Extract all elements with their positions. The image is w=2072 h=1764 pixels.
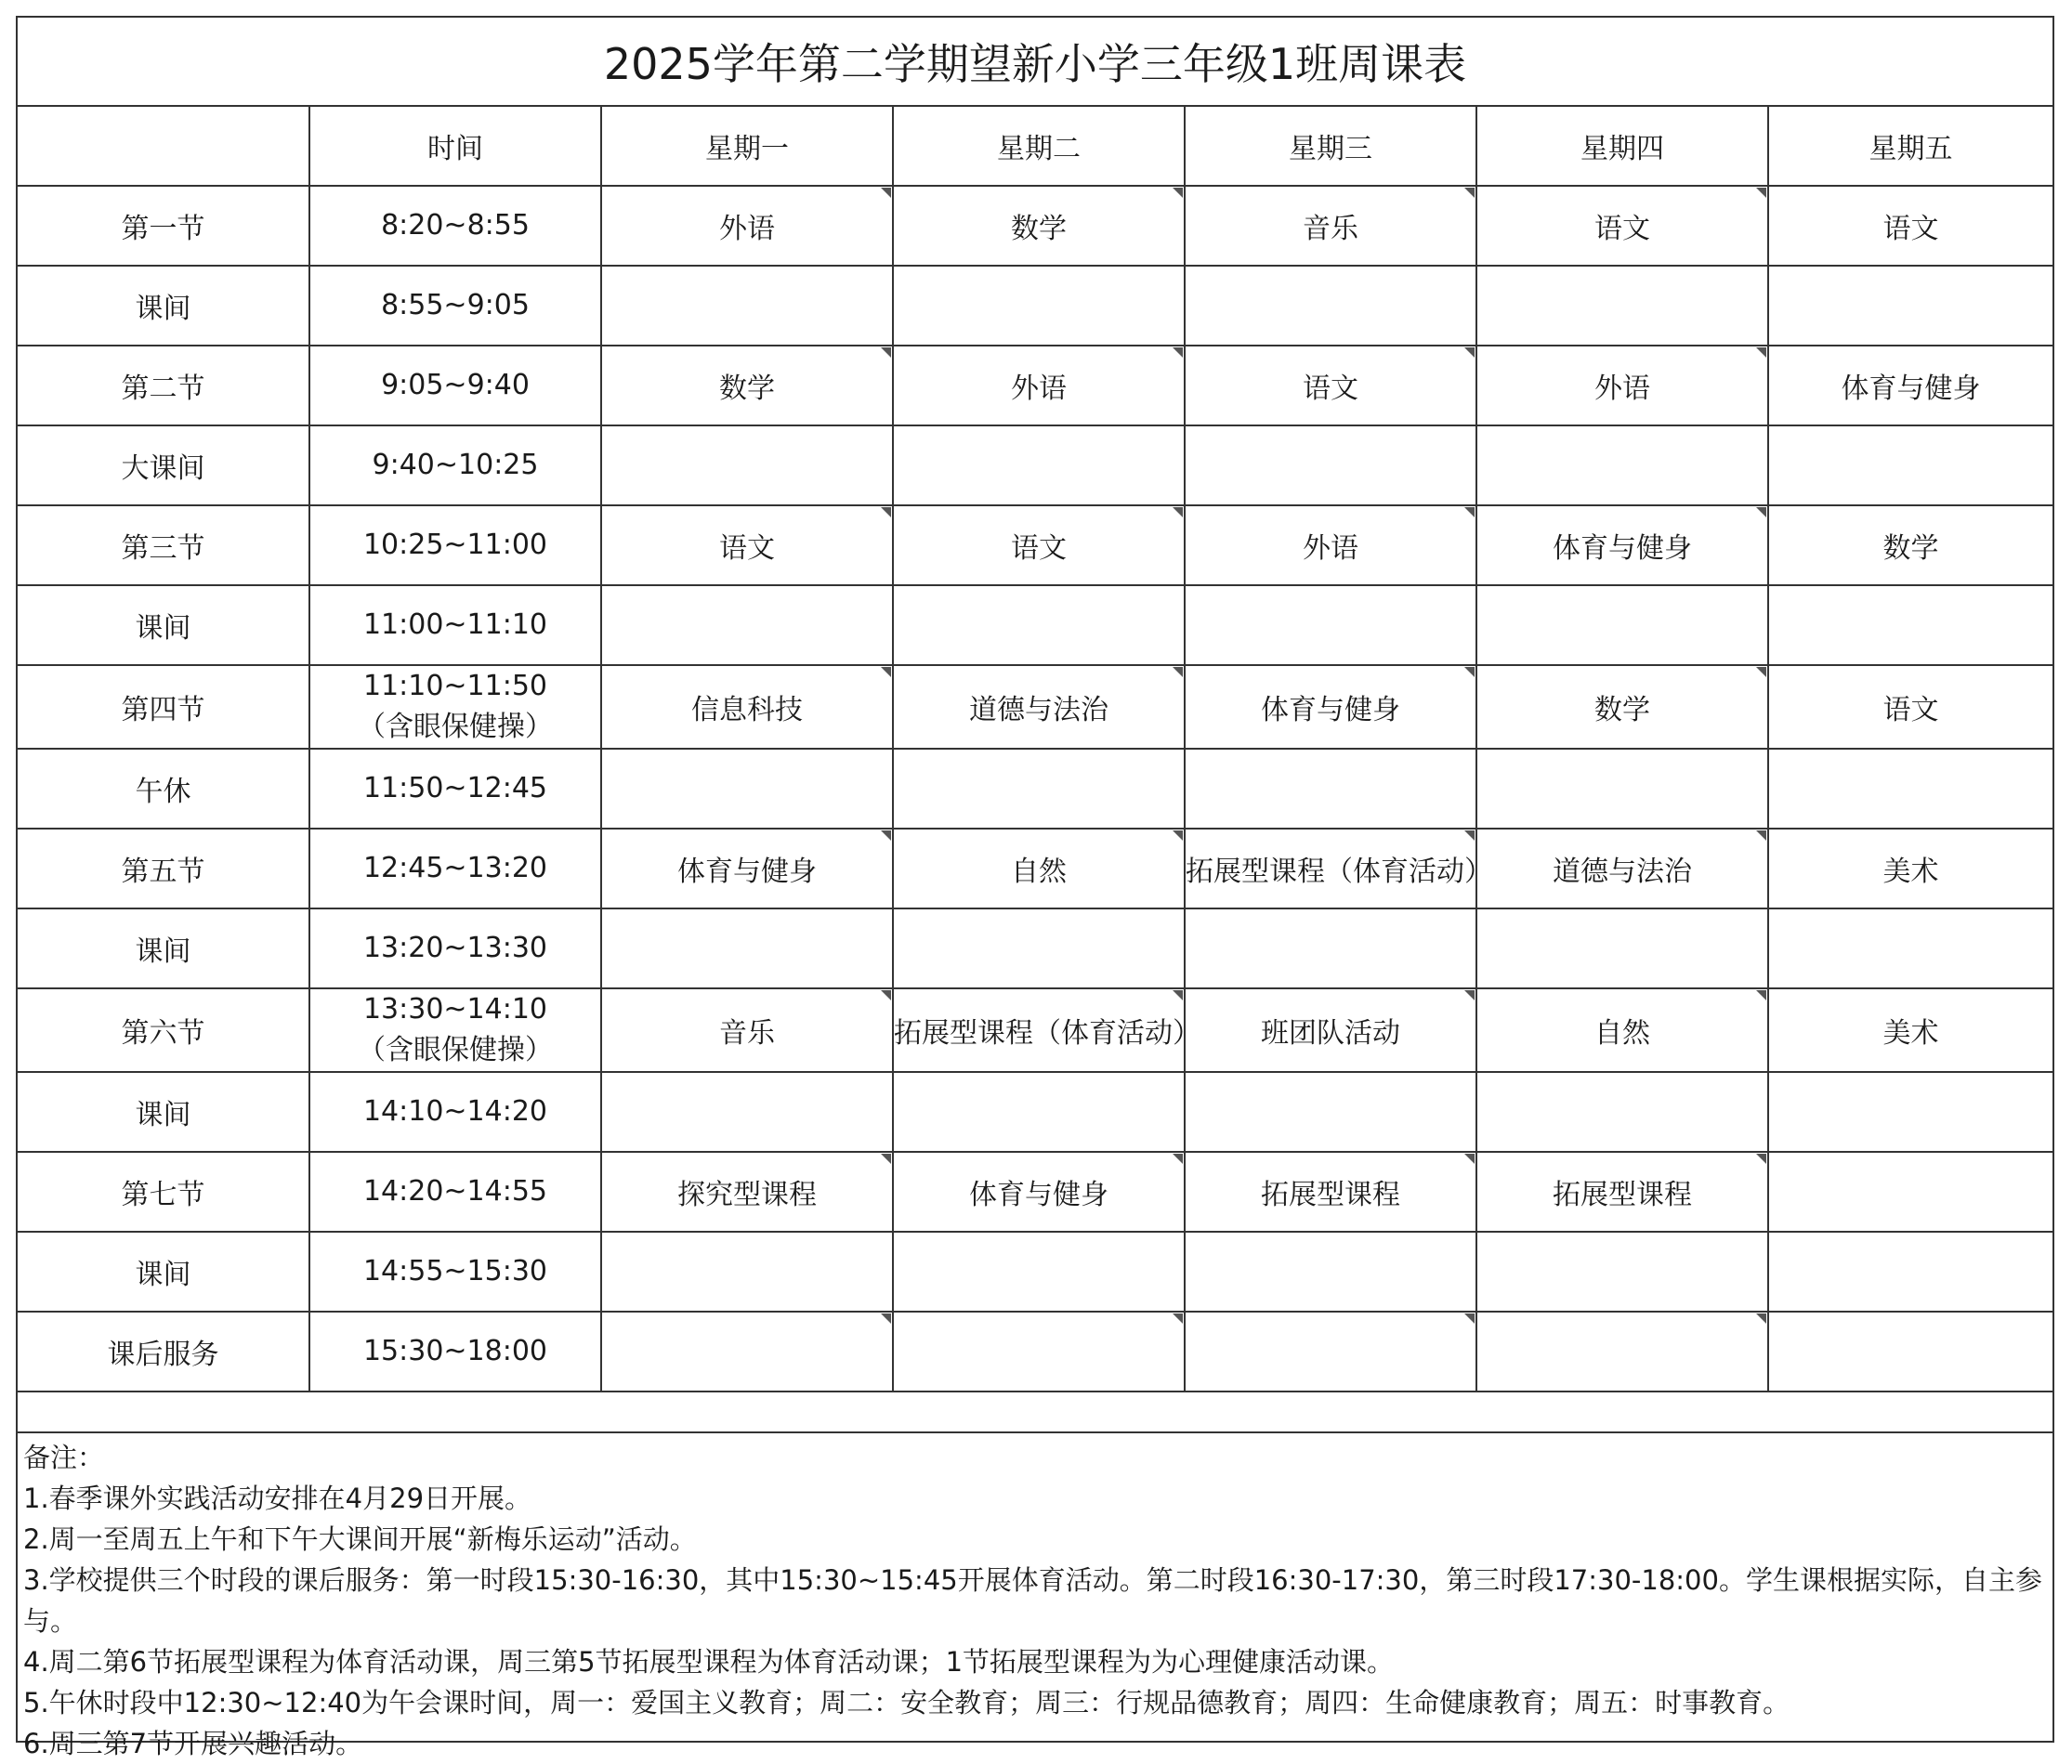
subject-cell — [893, 425, 1185, 505]
subject-cell — [1185, 1312, 1476, 1392]
period-time-cell — [309, 908, 601, 988]
subject-cell — [601, 908, 893, 988]
subject-cell — [1768, 1312, 2052, 1392]
subject-cell — [893, 908, 1185, 988]
header-day-cell: 星期二 — [893, 107, 1185, 186]
subject-cell: 数学 — [601, 346, 893, 425]
subject-cell — [1476, 585, 1768, 665]
subject-cell — [1476, 1072, 1768, 1152]
subject-cell: 语文 — [1768, 665, 2052, 749]
time-text: 11:00~11:10 — [362, 608, 548, 641]
time-text: 13:20~13:30 — [362, 932, 548, 964]
table-row — [18, 988, 2052, 1072]
period-time-cell — [309, 266, 601, 346]
table-row — [18, 1312, 2052, 1392]
table-row — [18, 186, 2052, 266]
subject-cell — [601, 585, 893, 665]
header-day-cell: 星期一 — [601, 107, 893, 186]
subject-cell: 班团队活动 — [1185, 988, 1476, 1072]
table-row — [18, 749, 2052, 829]
table-row — [18, 585, 2052, 665]
remark-item: 3.学校提供三个时段的课后服务：第一时段15:30-16:30，其中15:30~15:45开展体育活动。第二时段16:30-17:30，第三时段17:30-18:00。学生课根据实际，自主参与。 — [23, 1564, 2042, 1637]
period-time-cell — [309, 829, 601, 908]
time-text: 11:10~11:50 — [362, 670, 548, 702]
subject-cell — [1185, 585, 1476, 665]
subject-cell: 数学 — [893, 186, 1185, 266]
subject-cell: 体育与健身 — [601, 829, 893, 908]
subject-cell: 体育与健身 — [1476, 505, 1768, 585]
period-time-cell — [309, 665, 601, 749]
time-text: 14:10~14:20 — [362, 1095, 548, 1128]
subject-cell: 拓展型课程（体育活动） — [893, 988, 1185, 1072]
subject-cell — [601, 266, 893, 346]
subject-cell — [1476, 1312, 1768, 1392]
period-label-cell: 课后服务 — [18, 1312, 309, 1392]
subject-cell: 外语 — [893, 346, 1185, 425]
subject-cell: 信息科技 — [601, 665, 893, 749]
time-text: 11:50~12:45 — [362, 772, 548, 804]
page-title: 2025学年第二学期望新小学三年级1班周课表 — [18, 18, 2052, 107]
subject-cell — [601, 1072, 893, 1152]
header-time-cell: 时间 — [309, 107, 601, 186]
remark-item: 6.周三第7节开展兴趣活动。 — [23, 1728, 363, 1759]
time-text: 9:05~9:40 — [381, 369, 530, 401]
time-text: 8:20~8:55 — [381, 209, 530, 242]
table-row — [18, 1232, 2052, 1312]
subject-cell: 美术 — [1768, 829, 2052, 908]
subject-cell — [601, 749, 893, 829]
header-day-cell: 星期三 — [1185, 107, 1476, 186]
subject-cell: 体育与健身 — [893, 1152, 1185, 1232]
period-label-cell: 第五节 — [18, 829, 309, 908]
table-row — [18, 1152, 2052, 1232]
period-time-cell — [309, 425, 601, 505]
period-time-cell — [309, 1072, 601, 1152]
header-day-cell: 星期四 — [1476, 107, 1768, 186]
table-row — [18, 346, 2052, 425]
period-time-cell — [309, 585, 601, 665]
period-time-cell — [309, 1312, 601, 1392]
subject-cell — [601, 1232, 893, 1312]
period-label-cell: 第三节 — [18, 505, 309, 585]
period-label-cell: 课间 — [18, 1072, 309, 1152]
subject-cell — [1476, 908, 1768, 988]
subject-cell — [893, 585, 1185, 665]
subject-cell: 外语 — [1476, 346, 1768, 425]
table-row — [18, 829, 2052, 908]
subject-cell: 拓展型课程 — [1185, 1152, 1476, 1232]
subject-cell: 语文 — [893, 505, 1185, 585]
subject-cell — [1185, 749, 1476, 829]
table-row — [18, 665, 2052, 749]
subject-cell — [1476, 749, 1768, 829]
header-row — [18, 107, 2052, 186]
subject-cell: 体育与健身 — [1185, 665, 1476, 749]
subject-cell: 自然 — [1476, 988, 1768, 1072]
subject-cell — [1476, 266, 1768, 346]
time-text: 8:55~9:05 — [381, 289, 530, 321]
subject-cell — [1768, 908, 2052, 988]
period-label-cell: 第二节 — [18, 346, 309, 425]
time-text: 13:30~14:10 — [362, 993, 548, 1026]
subject-cell — [1185, 1232, 1476, 1312]
subject-cell — [1768, 1232, 2052, 1312]
subject-cell — [1185, 908, 1476, 988]
time-text: 12:45~13:20 — [362, 852, 548, 884]
subject-cell: 语文 — [1476, 186, 1768, 266]
period-label-cell: 第一节 — [18, 186, 309, 266]
schedule-table — [18, 107, 2052, 1392]
subject-cell — [1768, 266, 2052, 346]
subject-cell — [893, 1072, 1185, 1152]
table-row — [18, 908, 2052, 988]
subject-cell: 外语 — [601, 186, 893, 266]
subject-cell — [1476, 1232, 1768, 1312]
subject-cell — [1768, 749, 2052, 829]
time-text: 9:40~10:25 — [372, 449, 539, 481]
subject-cell: 拓展型课程 — [1476, 1152, 1768, 1232]
table-row — [18, 425, 2052, 505]
time-text: 14:55~15:30 — [362, 1255, 548, 1287]
subject-cell: 外语 — [1185, 505, 1476, 585]
time-text: （含眼保健操） — [358, 711, 553, 743]
subject-cell: 音乐 — [601, 988, 893, 1072]
table-row — [18, 266, 2052, 346]
time-text: 10:25~11:00 — [362, 529, 548, 561]
subject-cell: 体育与健身 — [1768, 346, 2052, 425]
subject-cell: 自然 — [893, 829, 1185, 908]
remarks-heading: 备注： — [23, 1442, 105, 1473]
subject-cell — [1185, 1072, 1476, 1152]
period-time-cell — [309, 346, 601, 425]
subject-cell — [893, 1312, 1185, 1392]
period-label-cell: 课间 — [18, 266, 309, 346]
period-label-cell: 课间 — [18, 585, 309, 665]
period-label-cell: 大课间 — [18, 425, 309, 505]
remark-item: 5.午休时段中12:30~12:40为午会课时间，周一：爱国主义教育；周二：安全教育；周三：行规品德教育；周四：生命健康教育；周五：时事教育。 — [23, 1687, 1790, 1718]
subject-cell: 美术 — [1768, 988, 2052, 1072]
subject-cell — [1185, 266, 1476, 346]
header-day-cell: 星期五 — [1768, 107, 2052, 186]
subject-cell: 语文 — [601, 505, 893, 585]
subject-cell — [601, 1312, 893, 1392]
time-text: 14:20~14:55 — [362, 1175, 548, 1208]
period-time-cell — [309, 1152, 601, 1232]
table-row — [18, 1072, 2052, 1152]
table-row — [18, 505, 2052, 585]
header-corner-cell — [18, 107, 309, 186]
period-label-cell: 第六节 — [18, 988, 309, 1072]
subject-cell: 拓展型课程（体育活动） — [1185, 829, 1476, 908]
period-time-cell — [309, 505, 601, 585]
subject-cell: 数学 — [1476, 665, 1768, 749]
subject-cell: 语文 — [1185, 346, 1476, 425]
subject-cell: 探究型课程 — [601, 1152, 893, 1232]
time-text: （含眼保健操） — [358, 1034, 553, 1066]
subject-cell — [893, 1232, 1185, 1312]
period-label-cell: 课间 — [18, 908, 309, 988]
subject-cell: 语文 — [1768, 186, 2052, 266]
timetable-sheet — [16, 16, 2054, 1759]
period-label-cell: 第四节 — [18, 665, 309, 749]
period-time-cell — [309, 1232, 601, 1312]
remarks-section — [18, 1431, 2052, 1759]
subject-cell — [893, 749, 1185, 829]
subject-cell — [1768, 1072, 2052, 1152]
remark-item: 4.周二第6节拓展型课程为体育活动课，周三第5节拓展型课程为体育活动课；1节拓展型课程为为心理健康活动课。 — [23, 1646, 1395, 1678]
period-time-cell — [309, 988, 601, 1072]
subject-cell — [893, 266, 1185, 346]
subject-cell — [601, 425, 893, 505]
subject-cell — [1768, 1152, 2052, 1232]
period-time-cell — [309, 749, 601, 829]
subject-cell: 音乐 — [1185, 186, 1476, 266]
time-text: 15:30~18:00 — [362, 1335, 548, 1367]
subject-cell: 道德与法治 — [1476, 829, 1768, 908]
period-label-cell: 午休 — [18, 749, 309, 829]
period-time-cell — [309, 186, 601, 266]
remark-item: 2.周一至周五上午和下午大课间开展“新梅乐运动”活动。 — [23, 1523, 697, 1555]
subject-cell — [1768, 425, 2052, 505]
subject-cell: 道德与法治 — [893, 665, 1185, 749]
subject-cell — [1476, 425, 1768, 505]
period-label-cell: 课间 — [18, 1232, 309, 1312]
remark-item: 1.春季课外实践活动安排在4月29日开展。 — [23, 1483, 532, 1514]
subject-cell — [1768, 585, 2052, 665]
period-label-cell: 第七节 — [18, 1152, 309, 1232]
subject-cell — [1185, 425, 1476, 505]
subject-cell: 数学 — [1768, 505, 2052, 585]
